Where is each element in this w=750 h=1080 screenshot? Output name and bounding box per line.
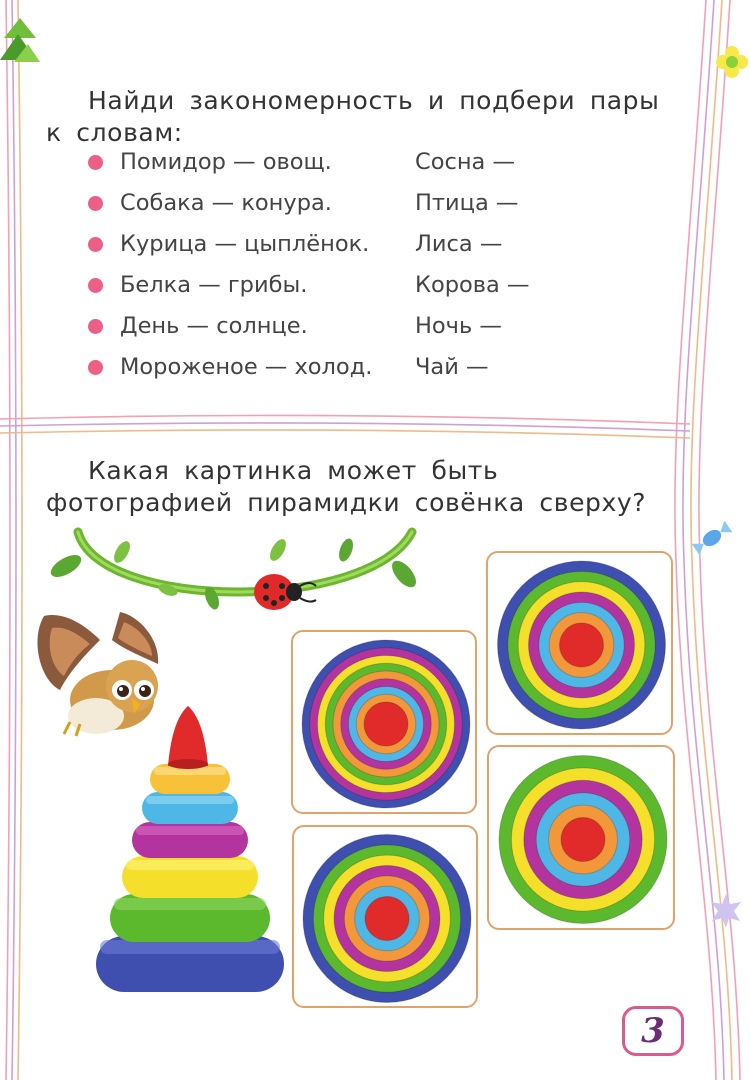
ring-red	[560, 623, 604, 667]
pair-prompt: Ночь —	[415, 313, 502, 339]
pair-prompt: Лиса —	[415, 231, 503, 257]
pair-example: Собака — конура.	[120, 190, 332, 216]
rings-image	[499, 756, 667, 924]
rings-image	[302, 640, 470, 808]
ring-red	[561, 818, 605, 862]
option-card-middle-left[interactable]	[291, 630, 477, 814]
pair-example: Мороженое — холод.	[120, 354, 373, 380]
pair-example: Курица — цыплёнок.	[120, 231, 370, 257]
option-rings-middle-left	[293, 632, 479, 816]
option-rings-top-right	[488, 553, 675, 737]
option-rings-bottom-left	[294, 827, 480, 1010]
option-card-top-right[interactable]	[486, 551, 673, 735]
rings-image	[303, 835, 471, 1003]
page-number: 3	[622, 1006, 684, 1056]
pair-prompt: Сосна —	[415, 149, 515, 175]
option-card-bottom-left[interactable]	[292, 825, 478, 1008]
ring-red	[365, 897, 409, 941]
ring-red	[364, 702, 408, 746]
option-rings-bottom-right	[489, 747, 677, 932]
pair-prompt: Корова —	[415, 272, 530, 298]
pair-example: Белка — грибы.	[120, 272, 308, 298]
option-card-bottom-right[interactable]	[487, 745, 675, 930]
pair-prompt: Птица —	[415, 190, 519, 216]
task1-instruction-text: Найди закономерность и подбери пары к словам:	[46, 86, 660, 147]
rings-image	[498, 561, 666, 729]
task2-question-text: Какая картинка может быть фотографией пирамидки совёнка сверху?	[46, 456, 647, 517]
pair-example: День — солнце.	[120, 313, 308, 339]
pair-example: Помидор — овощ.	[120, 149, 332, 175]
ring-pyramid-icon	[96, 706, 284, 992]
pair-prompt: Чай —	[415, 354, 489, 380]
